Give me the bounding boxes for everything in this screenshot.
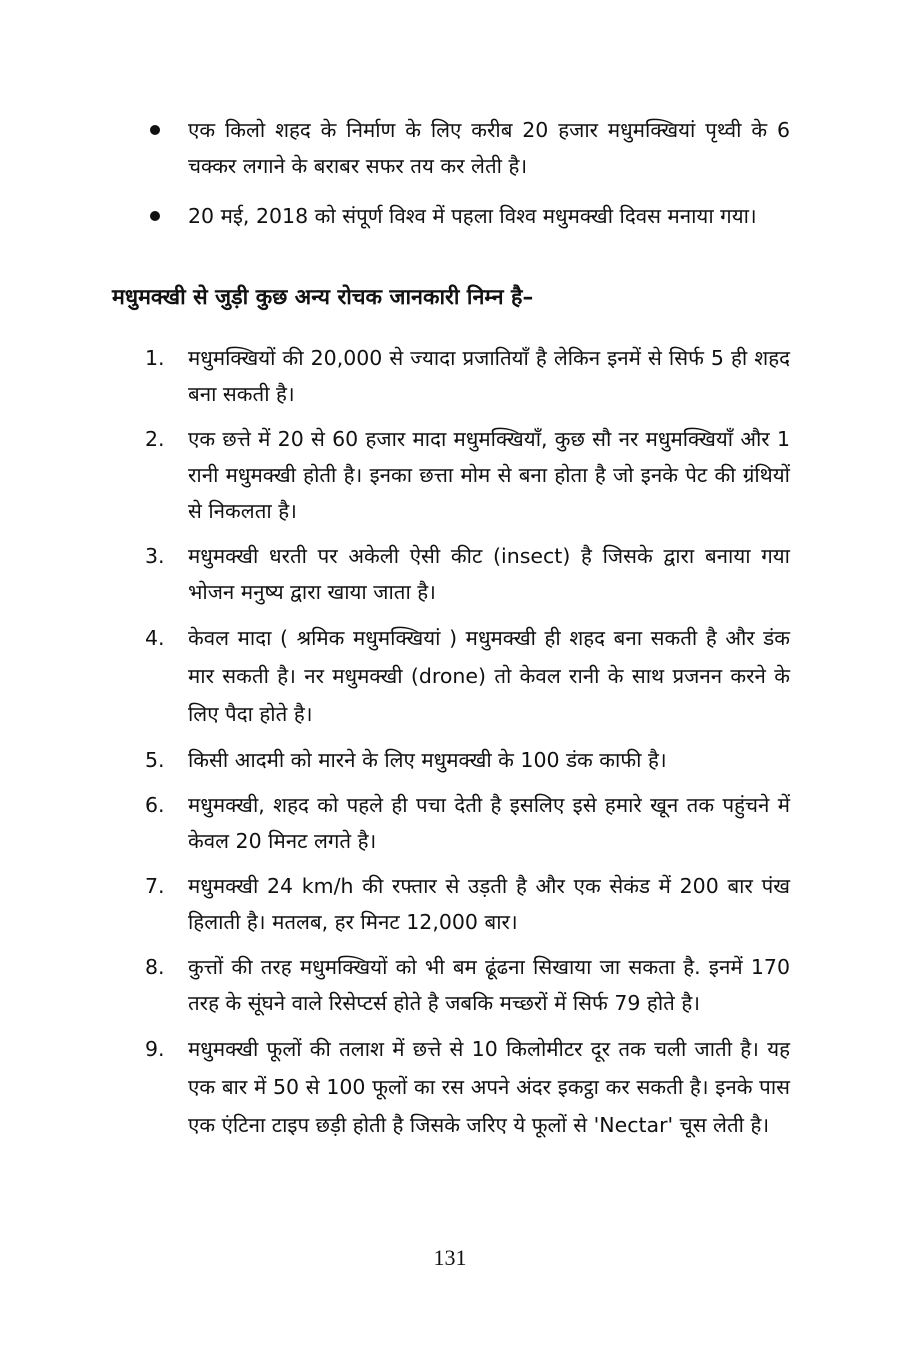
list-text: मधुमक्खी 24 km/h की रफ्तार से उड़ती है और एक सेकंड में 200 बार पंख हिलाती है। मतलब, हर मिनट 12,000 बार।: [188, 874, 790, 934]
list-text: मधुमक्खी, शहद को पहले ही पचा देती है इसलिए इसे हमारे खून तक पहुंचने में केवल 20 मिनट लगते है।: [188, 793, 790, 853]
list-number: 4.: [145, 626, 165, 650]
list-text: मधुमक्खियों की 20,000 से ज्यादा प्रजातियाँ है लेकिन इनमें से सिर्फ 5 ही शहद बना सकती है।: [188, 346, 790, 406]
list-item: [145, 787, 790, 859]
list-text: कुत्तों की तरह मधुमक्खियों को भी बम ढूंढना सिखाया जा सकता है. इनमें 170 तरह के सूंघने वाले रिसेप्टर्स होते है जबकि मच्छरों में सिर्फ 79 होते है।: [188, 955, 790, 1015]
bullet-item: [150, 198, 790, 234]
list-number: 7.: [145, 874, 165, 898]
list-item: [145, 742, 790, 778]
list-item: [145, 538, 790, 610]
list-item: [145, 421, 790, 529]
list-number: 5.: [145, 748, 165, 772]
bullet-text: एक किलो शहद के निर्माण के लिए करीब 20 हजार मधुमक्खियां पृथ्वी के 6 चक्कर लगाने के बराबर सफर तय कर लेती है।: [188, 118, 790, 178]
list-number: 3.: [145, 544, 165, 568]
list-item: [145, 340, 790, 412]
list-number: 6.: [145, 793, 165, 817]
list-item: [145, 949, 790, 1021]
list-text: मधुमक्खी फूलों की तलाश में छत्ते से 10 किलोमीटर दूर तक चली जाती है। यह एक बार में 50 से 100 फूलों का रस अपने अंदर इकट्ठा कर सकती है। इनके पास एक एंटिना टाइप छड़ी होती है जिसके जरिए ये फूलों से 'Nectar' चूस लेती है।: [188, 1037, 790, 1137]
facts-list: [145, 340, 790, 1153]
list-item: [145, 1030, 790, 1144]
list-text: केवल मादा ( श्रमिक मधुमक्खियां ) मधुमक्खी ही शहद बना सकती है और डंक मार सकती है। नर मधुमक्खी (drone) तो केवल रानी के साथ प्रजनन करने के लिए पैदा होते है।: [188, 626, 790, 726]
list-text: किसी आदमी को मारने के लिए मधुमक्खी के 100 डंक काफी है।: [188, 748, 667, 772]
list-item: [145, 619, 790, 733]
list-text: मधुमक्खी धरती पर अकेली ऐसी कीट (insect) है जिसके द्वारा बनाया गया भोजन मनुष्य द्वारा खाया जाता है।: [188, 544, 790, 604]
page-number: 131: [433, 1245, 467, 1270]
bullet-dot-icon: [150, 211, 160, 221]
list-number: 8.: [145, 955, 165, 979]
list-item: [145, 868, 790, 940]
bullet-item: [150, 112, 790, 184]
bullet-text: 20 मई, 2018 को संपूर्ण विश्व में पहला विश्व मधुमक्खी दिवस मनाया गया।: [188, 204, 757, 228]
section-heading: मधुमक्खी से जुड़ी कुछ अन्य रोचक जानकारी निम्न है–: [112, 285, 534, 310]
bullet-dot-icon: [150, 125, 160, 135]
list-number: 1.: [145, 346, 165, 370]
bullet-list: [150, 112, 790, 248]
list-text: एक छत्ते में 20 से 60 हजार मादा मधुमक्खियाँ, कुछ सौ नर मधुमक्खियाँ और 1 रानी मधुमक्खी होती है। इनका छत्ता मोम से बना होता है जो इनके पेट की ग्रंथियों से निकलता है।: [188, 427, 790, 523]
list-number: 9.: [145, 1037, 165, 1061]
list-number: 2.: [145, 427, 165, 451]
